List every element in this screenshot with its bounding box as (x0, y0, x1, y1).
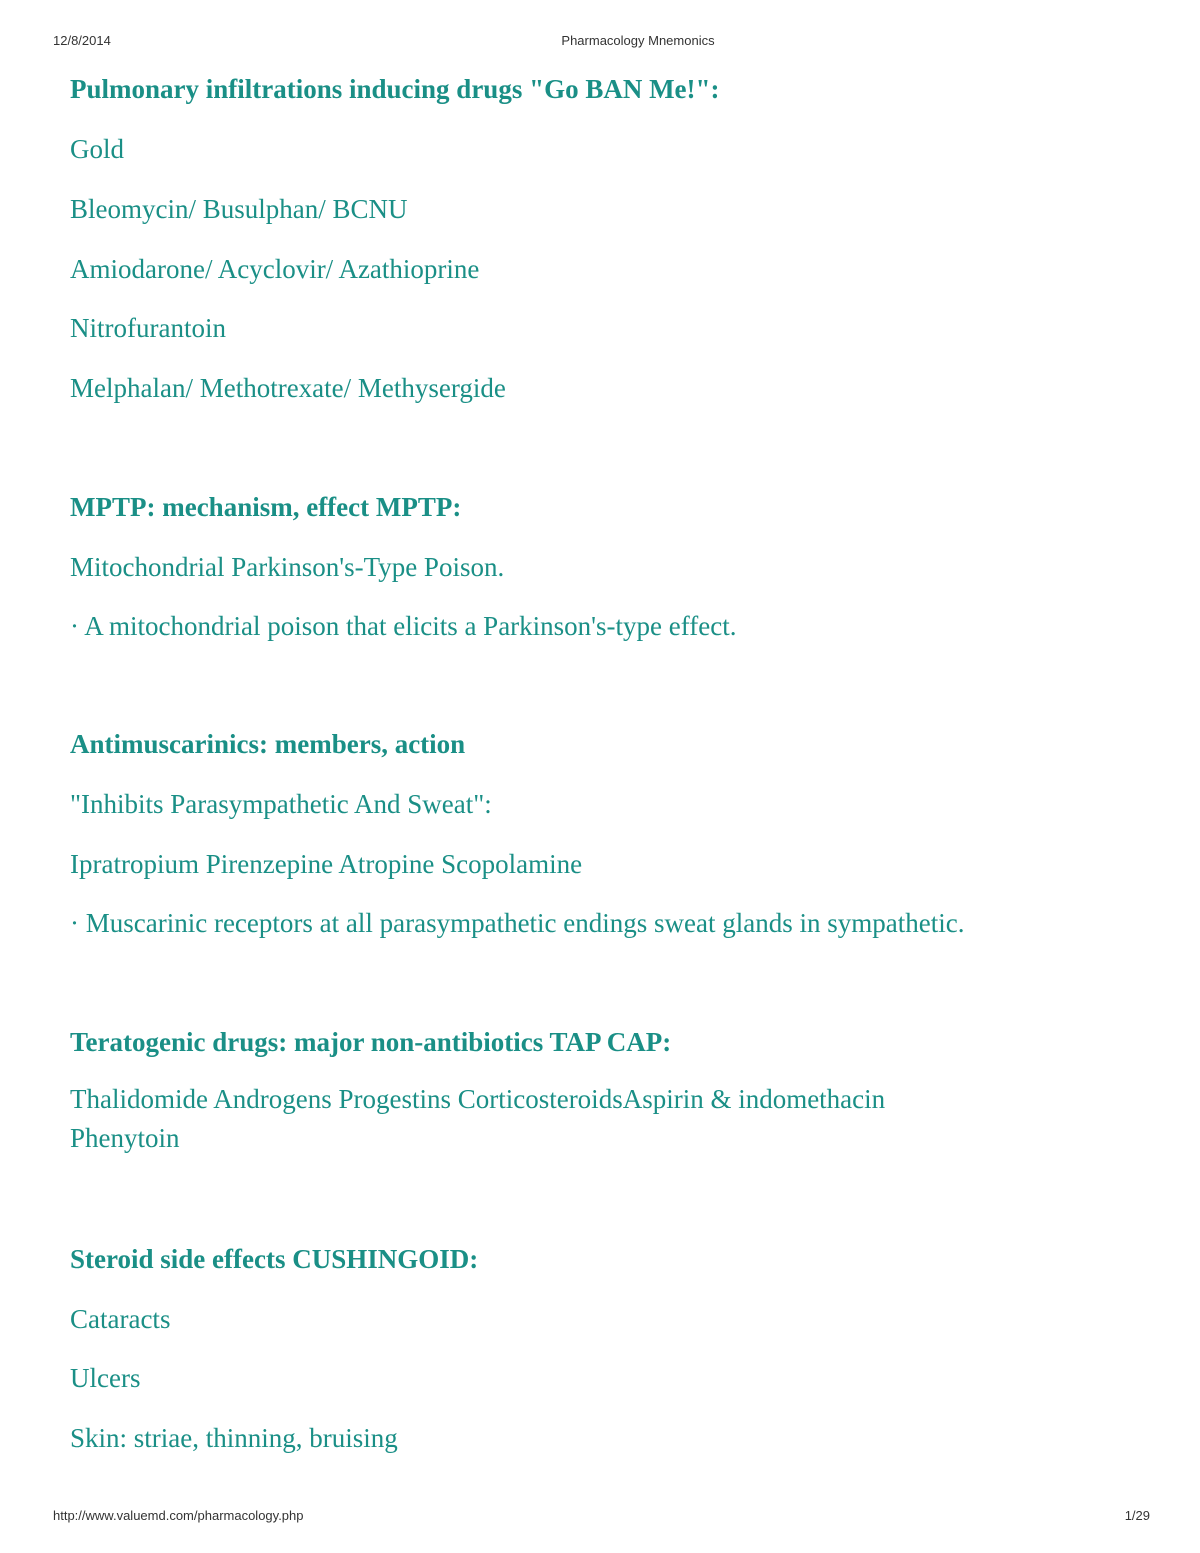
section-heading: Teratogenic drugs: major non-antibiotics TAP CAP: (70, 1027, 672, 1057)
list-item: "Inhibits Parasympathetic And Sweat": (70, 789, 492, 819)
list-item: Gold (70, 134, 124, 164)
list-item: · A mitochondrial poison that elicits a Parkinson's-type effect. (70, 611, 737, 641)
list-item: Thalidomide Androgens Progestins CorticosteroidsAspirin & indomethacin Phenytoin (70, 1084, 886, 1153)
list-item: Cataracts (70, 1304, 171, 1334)
section-heading: Steroid side effects CUSHINGOID: (70, 1244, 479, 1274)
list-item: Nitrofurantoin (70, 313, 226, 343)
list-item: Ulcers (70, 1363, 141, 1393)
section-heading: Antimuscarinics: members, action (70, 729, 466, 759)
list-item: Amiodarone/ Acyclovir/ Azathioprine (70, 254, 480, 284)
list-item: Mitochondrial Parkinson's-Type Poison. (70, 552, 505, 582)
page-number: 1/29 (1124, 1508, 1150, 1523)
section-heading: MPTP: mechanism, effect MPTP: (70, 492, 462, 522)
list-item: Skin: striae, thinning, bruising (70, 1423, 398, 1453)
print-date: 12/8/2014 (53, 33, 111, 48)
list-item: Melphalan/ Methotrexate/ Methysergide (70, 373, 506, 403)
list-item: Bleomycin/ Busulphan/ BCNU (70, 194, 408, 224)
section-heading: Pulmonary infiltrations inducing drugs "Go BAN Me!": (70, 74, 720, 104)
source-url: http://www.valuemd.com/pharmacology.php (53, 1508, 304, 1523)
list-item: · Muscarinic receptors at all parasympathetic endings sweat glands in sympathetic. (70, 908, 965, 938)
page-title: Pharmacology Mnemonics (561, 33, 715, 48)
list-item: Ipratropium Pirenzepine Atropine Scopolamine (70, 849, 583, 879)
